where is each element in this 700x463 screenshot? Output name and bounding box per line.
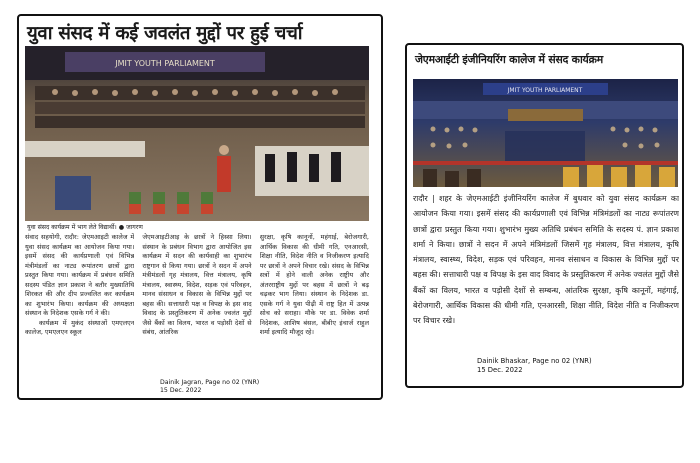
paragraph: कार्यक्रम में मुकंद संस्थाओं एमएलएन कालेज, एमएलएन स्कूल <box>25 318 135 337</box>
dainik-bhaskar-clipping <box>405 43 684 388</box>
paragraph: जेएमआइटीआइ के छात्रों ने हिस्सा लिया। संस्थान के प्रबंधन विभाग द्वारा आयोजित इस कार्यक्रम में सदन की कार्यवाही का शुभारंभ राष्ट्रगान से किया गया। छात्रों ने सदन में अपने मंत्रीमंडलों गृह मंत्रालय, वित्त मंत्रालय, कृषि मंत्रालय, स्वास्थ्य, विदेश, सड़क एवं परिवहन, मानव संसाधन व विकास के विभिन्न मुद्दों पर बहस की। सत्ताधारी पक्ष व विपक्ष के इस वाद विवाद के प्रस्तुतिकरण में अनेक ज्वलंत मुद्दों जैसे बैंकों का विलय, भारत व पड़ोसी देशों से संबंध, आंतरिक <box>142 233 252 337</box>
source-date: 15 Dec. 2022 <box>160 387 202 394</box>
paragraph: संवाद सहयोगी, रादौर: जेएमआइटी कालेज में युवा संसद कार्यक्रम का आयोजन किया गया। इसमें संसद की कार्यप्रणाली एवं विभिन्न मंत्रीमंडलों का नाट्य रूपांतरण छात्रों द्वारा प्रस्तुत किया गया। कार्यक्रम में प्रबंधन समिति सदस्य पंडित ज्ञान प्रकाश ने बतौर मुख्यातिथि शिरकत की और दीप प्रज्वलित कर कार्यक्रम का शुभारंभ किया। कार्यक्रम की अध्यक्षता संस्थान के निदेशक एसके गर्ग ने की। <box>25 233 135 318</box>
article-column-2 <box>142 233 251 383</box>
photo-banner-text: JMIT YOUTH PARLIAMENT <box>115 59 215 68</box>
event-photo <box>25 46 369 221</box>
auditorium-photo-illustration <box>25 46 369 221</box>
article-column-1 <box>25 233 134 383</box>
event-photo <box>413 79 678 187</box>
dainik-jagran-clipping <box>17 14 383 400</box>
auditorium-photo-illustration <box>413 79 678 187</box>
article-column-3 <box>260 233 369 383</box>
headline: युवा संसद में कई जवलंत मुद्दों पर हुई चर्चा <box>27 23 303 44</box>
photo-banner-text: JMIT YOUTH PARLIAMENT <box>507 87 583 94</box>
article-columns <box>25 233 369 383</box>
paragraph: सुरक्षा, कृषि कानूनों, महंगाई, बेरोजगारी, आर्थिक विकास की धीमी गति, एनआरसी, शिक्षा नीति, विदेश नीति व निजीकरण इत्यादि पर छात्रों ने अपने विचार रखे। संसद के विभिन्न सत्रों में होने वाली अनेक राष्ट्रीय और अंतरराष्ट्रीय मुद्दों पर बहस में छात्रों ने बढ़ चढ़कर भाग लिया। संस्थान के निदेशक डा. एसके गर्ग ने युवा पीढ़ी में राष्ट्र हित में उत्पन्न सोच को सराहा। मौके पर डा. विवेक शर्मा निदेशक, आशिष बंसल, बीबीए इंचार्ज राहुल शर्मा इत्यादि मौजूद रहे। <box>259 233 369 337</box>
source-citation <box>477 357 592 375</box>
source-name: Dainik Bhaskar, Page no 02 (YNR) <box>477 357 592 365</box>
source-citation <box>160 379 259 395</box>
source-date: 15 Dec. 2022 <box>477 366 523 374</box>
headline: जेएमआईटी इंजीनियरिंग कालेज में संसद कार्यक्रम <box>415 53 603 66</box>
photo-caption: युवा संसद कार्यक्रम में भाग लेते विद्यार्थी। ● जागरण <box>27 224 143 231</box>
source-name: Dainik Jagran, Page no 02 (YNR) <box>160 379 260 386</box>
article-body: रादौर | शहर के जेएमआईटी इंजीनियरिंग कालेज में बुधवार को युवा संसद कार्यक्रम का आयोजन किया गया। इसमें संसद की कार्यप्रणाली एवं विभिन्न मंत्रिमंडलों का नाट्य रूपांतरण छात्रों द्वारा प्रस्तुत किया गया। शुभारंभ मुख्य अतिथि प्रबंधन समिति के सदस्य पं. ज्ञान प्रकाश शर्मा ने किया। छात्रों ने सदन में अपने मंत्रिमंडलों जिसमें गृह मंत्रालय, वित्त मंत्रालय, कृषि मंत्रालय, स्वास्थ्य, विदेश, सड़क एवं परिवहन, मानव संसाधन व विकास के विभिन्न मुद्दों पर बहस की। सत्ताधारी पक्ष व विपक्ष के इस वाद विवाद के प्रस्तुतिकरण में अनेक ज्वलंत मुद्दों जैसे बैंकों का विलय, भारत व पड़ोसी देशों से सम्बन्ध, आंतरिक सुरक्षा, कृषि कानूनों, महंगाई, बेरोजगारी, आर्थिक विकास की धीमी गति, एनआरसी, शिक्षा नीति, विदेश नीति व निजीकरण पर विचार रखे। <box>413 194 679 326</box>
